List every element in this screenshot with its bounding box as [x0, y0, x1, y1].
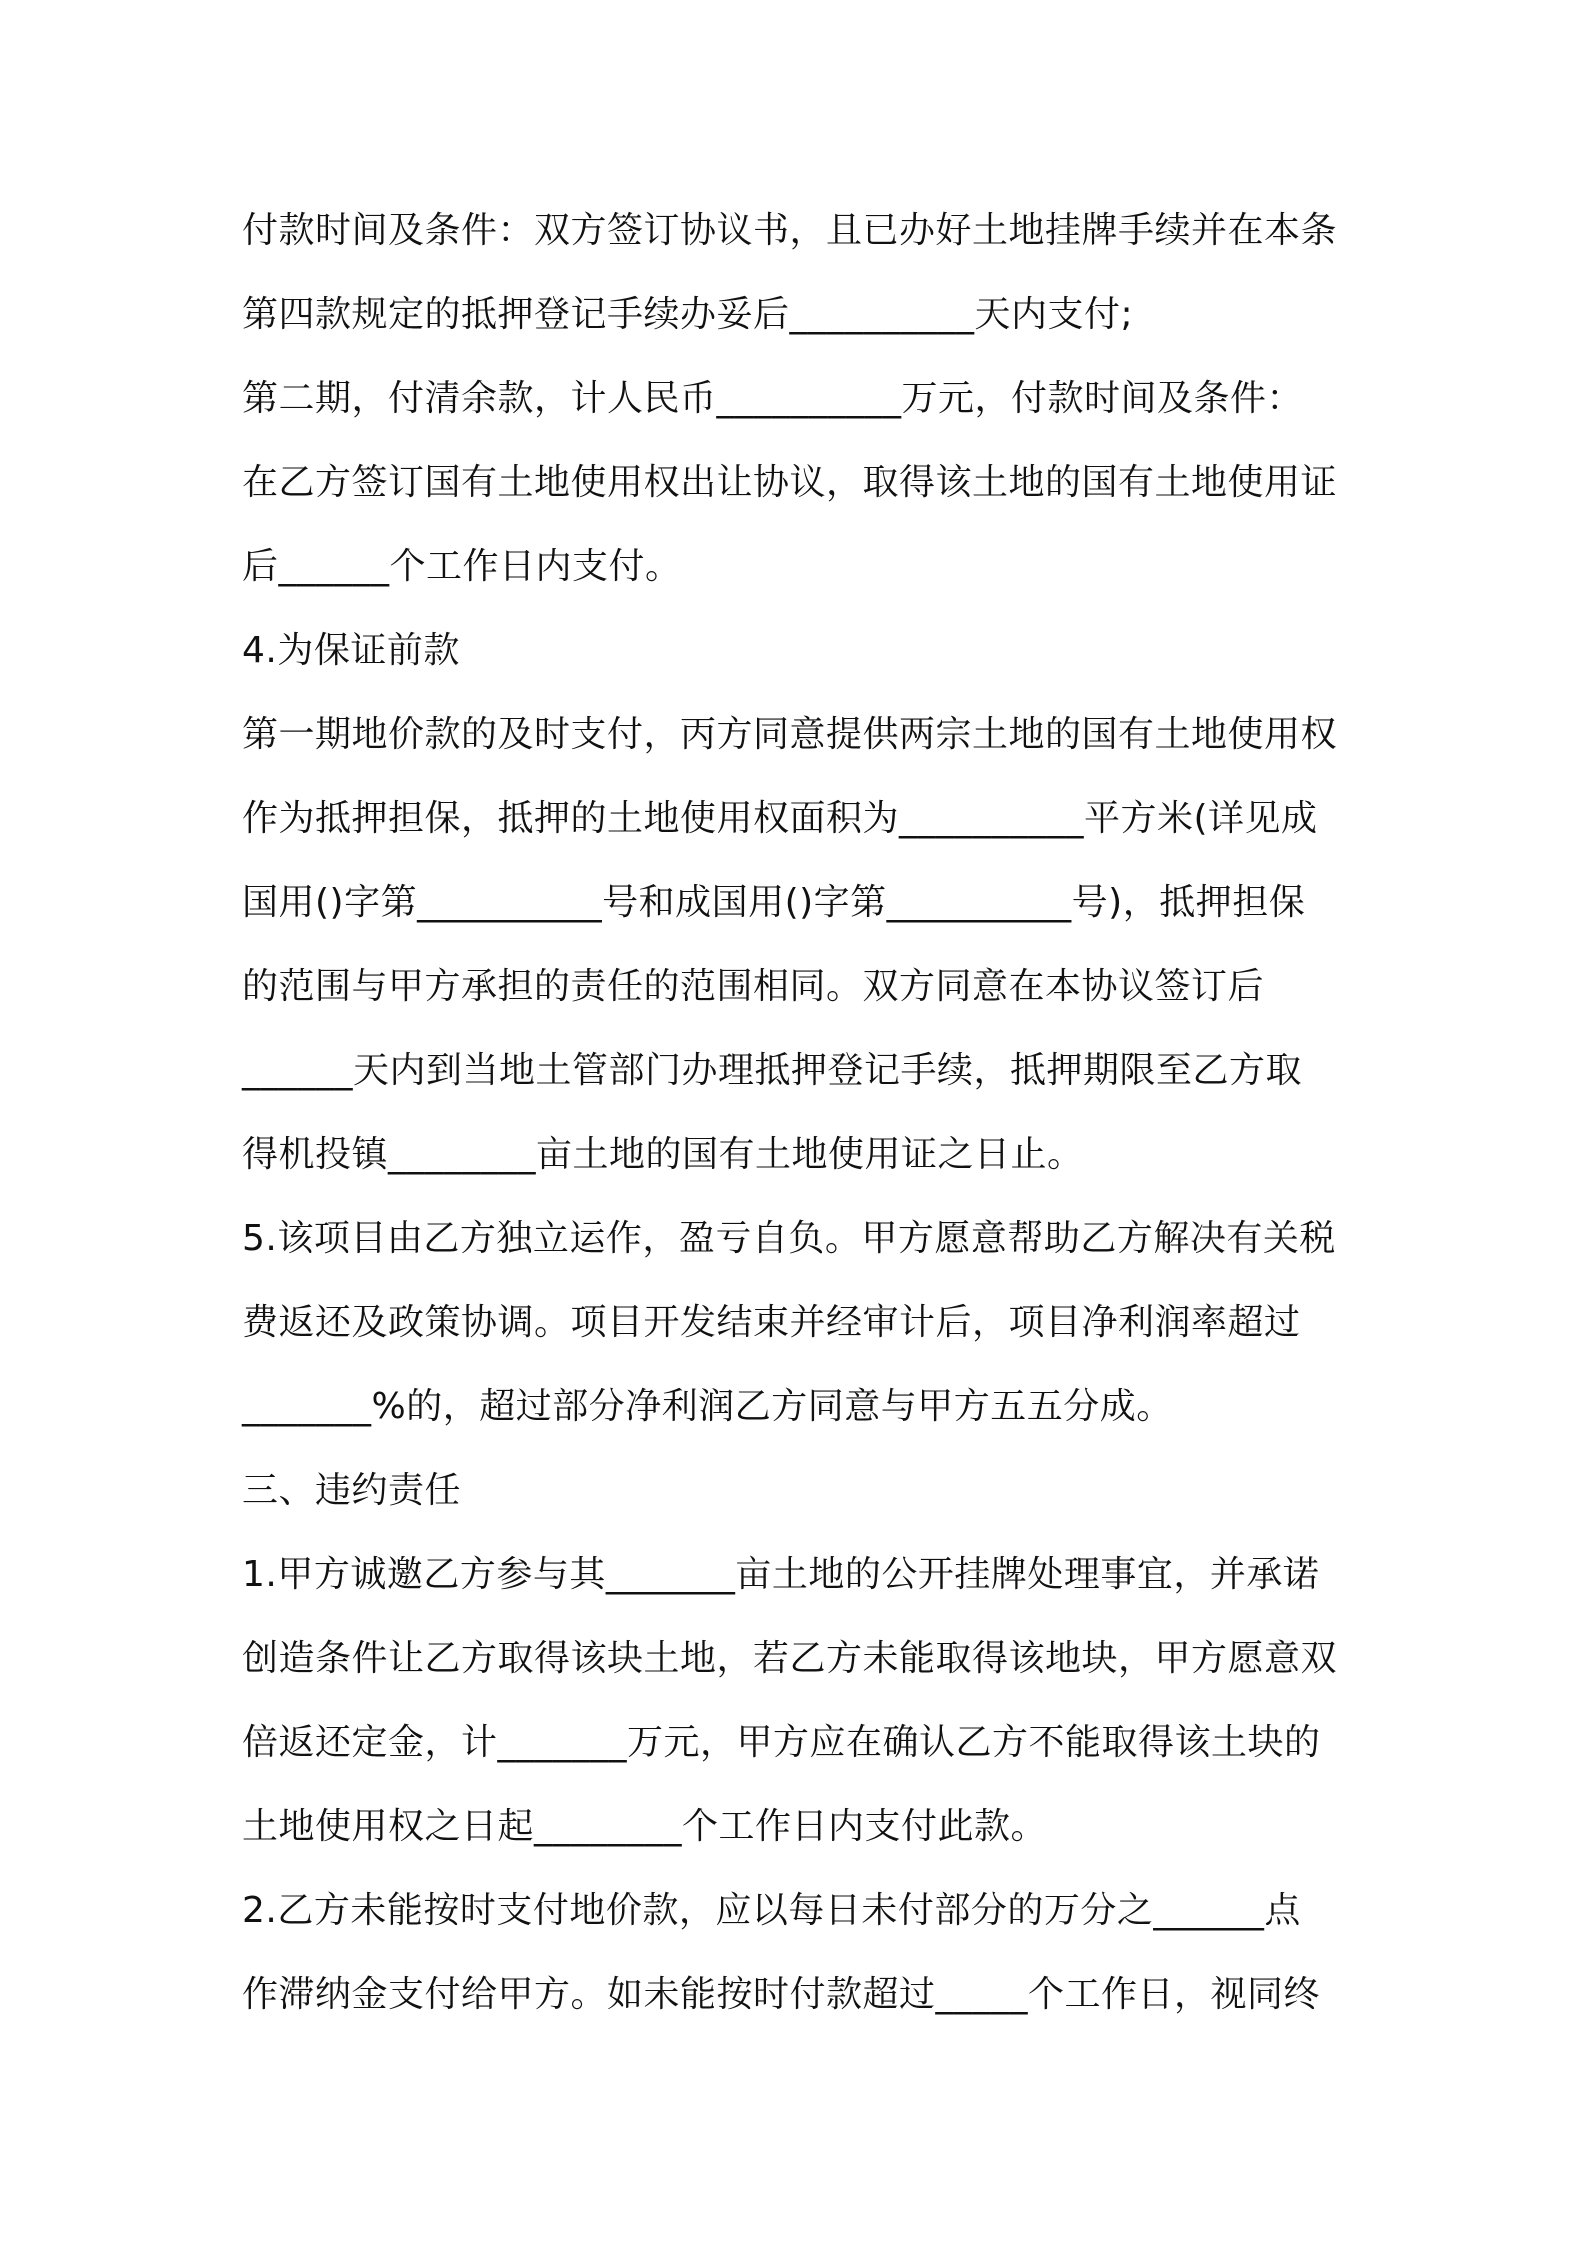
- text-line: 1.甲方诚邀乙方参与其_______亩土地的公开挂牌处理事宜，并承诺: [242, 1554, 1320, 1595]
- text-line: 2.乙方未能按时支付地价款，应以每日未付部分的万分之______点: [242, 1890, 1301, 1931]
- text-line: 作滞纳金支付给甲方。如未能按时付款超过_____个工作日，视同终: [242, 1974, 1321, 2015]
- text-line: 的范围与甲方承担的责任的范围相同。双方同意在本协议签订后: [242, 966, 1265, 1007]
- text-line: 后______个工作日内支付。: [242, 546, 682, 587]
- text-line: _______%的，超过部分净利润乙方同意与甲方五五分成。: [242, 1386, 1173, 1427]
- text-line: 倍返还定金，计_______万元，甲方应在确认乙方不能取得该土块的: [242, 1722, 1321, 1763]
- text-line: 国用()字第__________号和成国用()字第__________号)，抵押担保: [242, 882, 1306, 923]
- text-line: ______天内到当地土管部门办理抵押登记手续，抵押期限至乙方取: [242, 1050, 1303, 1091]
- section-heading: 三、违约责任: [242, 1470, 462, 1511]
- text-line: 5.该项目由乙方独立运作，盈亏自负。甲方愿意帮助乙方解决有关税: [242, 1218, 1336, 1259]
- text-line: 作为抵押担保，抵押的土地使用权面积为__________平方米(详见成: [242, 798, 1318, 839]
- text-line: 得机投镇________亩土地的国有土地使用证之日止。: [242, 1134, 1084, 1175]
- text-line: 第一期地价款的及时支付，丙方同意提供两宗土地的国有土地使用权: [242, 714, 1338, 755]
- text-line: 土地使用权之日起________个工作日内支付此款。: [242, 1806, 1048, 1847]
- text-line: 付款时间及条件：双方签订协议书，且已办好土地挂牌手续并在本条: [242, 210, 1338, 251]
- text-line: 费返还及政策协调。项目开发结束并经审计后，项目净利润率超过: [242, 1302, 1301, 1343]
- text-line: 第二期，付清余款，计人民币__________万元，付款时间及条件：: [242, 378, 1304, 419]
- text-line: 第四款规定的抵押登记手续办妥后__________天内支付;: [242, 294, 1134, 335]
- section-heading: 4.为保证前款: [242, 630, 460, 671]
- text-line: 在乙方签订国有土地使用权出让协议，取得该土地的国有土地使用证: [242, 462, 1338, 503]
- text-line: 创造条件让乙方取得该块土地，若乙方未能取得该地块，甲方愿意双: [242, 1638, 1338, 1679]
